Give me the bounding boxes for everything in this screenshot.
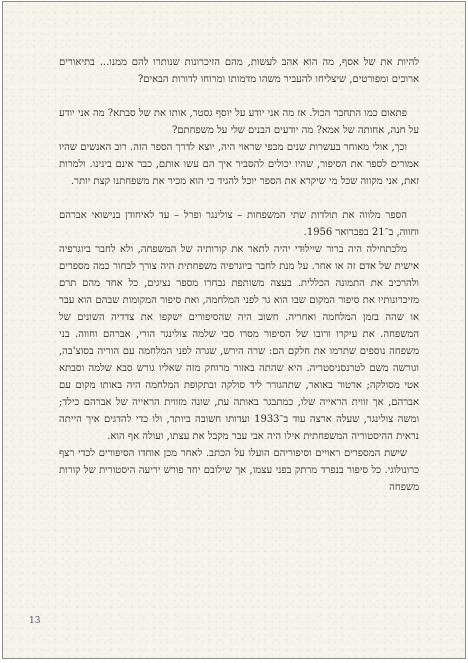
paragraph-3: וכך, אולי מאוחר בעשרות שנים מכפי שראוי היה, יוצא לדרך הספר הזה. רוב האנשים שהיו אמורים לספר את הסיפור, שהיו יכולים להסביר איך הם עשו אותם, כבר אינם בינינו. ולמרות זאת, אני מקווה שכל מי שיקרא את הספר יוכל להגיד כי הוא מכיר את משפחתנו קצת יותר. — [59, 142, 419, 187]
paragraph-5: מלכתחילה היה ברור שיילוּדי יהיה לתאר את קורותיה של המשפחה, ולא לחבר ביוגרפיה אישית של אדם זה או אחר. על מנת לחבר ביוגרפיה משפחתית היה צורך לבחור כמה מספרים ולהרכיב את התמונה הכללית. בעצה משותפת נבחרו מספר נציגים, כל אחד מהם תרם מזיכרונותיו את סיפור המקום שבו הוא גר לפני המלחמה, ואת סיפור המקומות שבהם הוא עבר או שהה בזמן המלחמה ואחריה. חשוב היה שהסיפורים ישקפו את צדדיה השונים של המשפחה. את עיקרו ורובו של הסיפור מסרו סבי שלמה צולינגר הורי, אברהם וחווה. בני משפחה נוספים שתרמו את חלקם הם: שרה הירש, שגרה לפני המלחמה עם הוריה בסוצ'בה, וגורשה משם לטרנסניסטריה. היא שהתה באזור מרוחק מזה שאליו גורש סבא שלמה וסבתא אטי מסולקה; ארטור באואר, שתהגורר ליד סולקה ובתקופת המלחמה היה באותו מקום עם אברהם, אך זווית הראייה שלו, כמתבגר באותה עת, שונה מזווית הראייה של אברהם כילד; ומשה צולינגר, שעלה ארצה עוד ב־1933 ועדותו חשובה ביותר, ולו כדי להדגים איך הייתה נראית ההיסטוריה המשפחתית אילו היה אבי עבר מקבל את עצתו, ועולה אף הוא. — [59, 244, 419, 442]
paragraph-6: שישת המספרים ראויים וסיפוריהם הועלו על הכתב. לאחר מכן אוחדו הסיפורים לכדי רצף כרונולוגי. כל סיפור בנפרד מרתק בפני עצמו, אך שילובם יחד פורש יריעה היסטורית של קורות משפחה — [59, 448, 419, 493]
book-page — [2, 1, 466, 659]
paragraph-1: להיות את של אסף, מה הוא אהב לעשות, מהם הזיכרונות שנותרו להם ממנו... בתיאורים ארוכים ומפורטים, שיצליחו להעביר משהו מדמותו ומרוחו לדורות הבאים? — [59, 57, 419, 85]
body-text — [59, 54, 419, 496]
paragraph-4: הספר מלווה את תולדות שתי המשפחות – צולינגר ופרל – עד לאיחודן בנישואי אברהם וחווה, ב־21 בפברואר 1956. — [59, 210, 419, 238]
paragraph-2: פתאום כמו התחבר הכול. אז מה אני יודע על יוסף גסטר, אותו את של סבתא? מה אני יודע על חנה, אחותה של אמא? מה יודעים הבנים שלי על משפחתם? — [59, 108, 419, 136]
page-number: 13 — [29, 616, 41, 626]
